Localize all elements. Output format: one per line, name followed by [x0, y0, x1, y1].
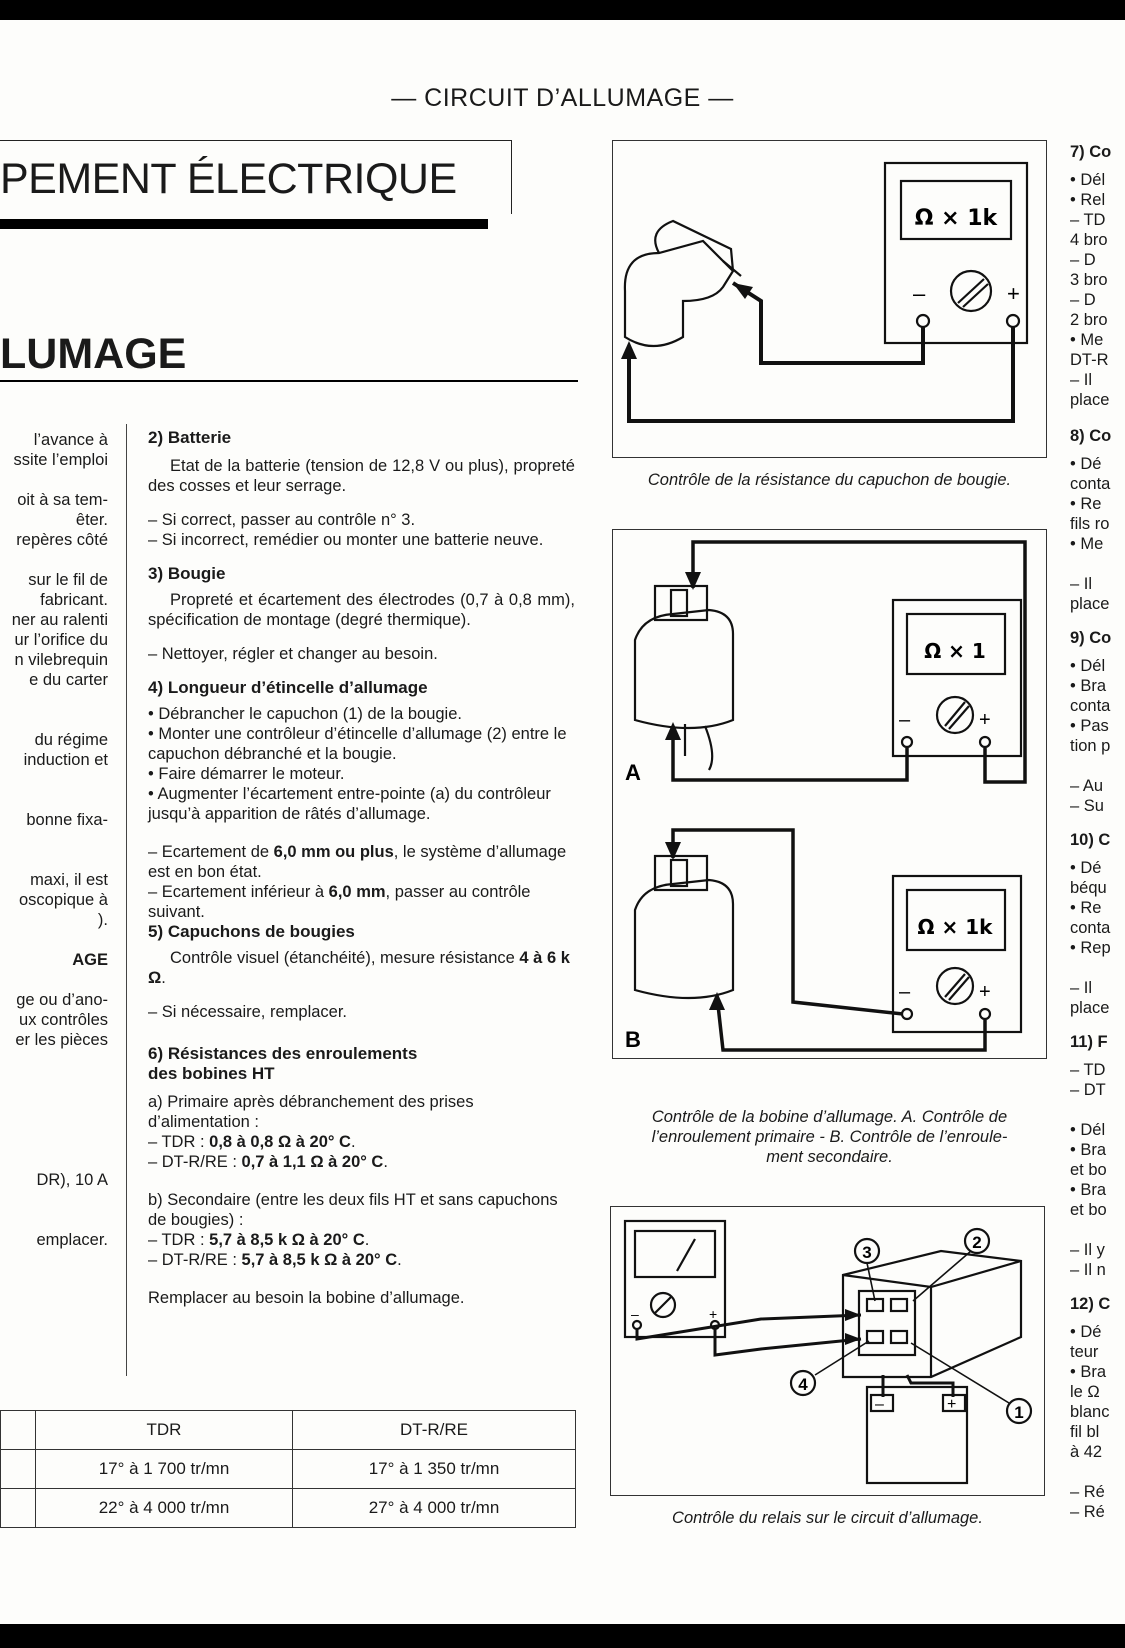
- right-fragment-line: [1070, 1100, 1125, 1120]
- table-header-row: [1, 1411, 576, 1450]
- figure-1-caption: Contrôle de la résistance du capuchon de bougie.: [647, 471, 1012, 489]
- left-fragment-line: [0, 1210, 108, 1230]
- right-fragment-line: béqu: [1070, 879, 1107, 897]
- right-fragment-heading: 7) Co: [1070, 143, 1112, 161]
- table-cell: [1, 1450, 36, 1489]
- right-fragment-line: blanc: [1070, 1403, 1110, 1421]
- callout-1: 1: [1014, 1403, 1024, 1422]
- right-fragment-line: – Ré: [1070, 1503, 1105, 1521]
- meter-range-a: Ω × 1: [924, 639, 986, 663]
- left-fragment-line: fabricant.: [40, 591, 108, 609]
- table-cell: 27° à 4 000 tr/mn: [293, 1489, 576, 1528]
- ignition-coil-a: [635, 610, 733, 728]
- right-fragment-line: • Bra: [1070, 1141, 1107, 1159]
- s3-text: Propreté et écartement des électrodes (0,7 à 0,8 mm), spécification de montage (degré thermique).: [148, 591, 575, 629]
- right-fragment-heading: 11) F: [1070, 1033, 1108, 1051]
- left-fragment-line: DR), 10 A: [36, 1171, 108, 1189]
- left-fragment-line: [0, 690, 108, 710]
- left-fragment-line: [0, 790, 108, 810]
- left-fragment-line: [0, 1150, 108, 1170]
- s6-secondary-tdr: – TDR : 5,7 à 8,5 k Ω à 20° C.: [148, 1231, 370, 1249]
- left-fragment-line: ge ou d’ano-: [16, 991, 108, 1009]
- right-fragment-line: – D: [1070, 251, 1096, 269]
- right-fragment-line: – Il y: [1070, 1241, 1105, 1259]
- left-fragment-line: oscopique à: [19, 891, 108, 909]
- scan-top-border: [0, 0, 1125, 20]
- right-fragment-line: et bo: [1070, 1201, 1107, 1219]
- right-fragment-line: • Dél: [1070, 657, 1106, 675]
- right-fragment-line: tion p: [1070, 737, 1111, 755]
- s6-primary-tdr: – TDR : 0,8 à 0,8 Ω à 20° C.: [148, 1133, 356, 1151]
- left-fragment-line: emplacer.: [36, 1231, 108, 1249]
- callout-2: 2: [972, 1233, 982, 1252]
- s6-title-1: 6) Résistances des enroulements: [148, 1044, 418, 1063]
- right-fragment-line: • Me: [1070, 331, 1104, 349]
- right-fragment-line: conta: [1070, 697, 1111, 715]
- left-fragment-line: [0, 710, 108, 730]
- s3-line-1: – Nettoyer, régler et changer au besoin.: [148, 645, 438, 663]
- s4-title: 4) Longueur d’étincelle d’allumage: [148, 678, 428, 697]
- s6-conclusion: Remplacer au besoin la bobine d’allumage.: [148, 1289, 465, 1307]
- left-fragment-line: [0, 930, 108, 950]
- meter-plus-label: +: [709, 1306, 718, 1322]
- left-fragment-line: ur l’orifice du: [14, 631, 108, 649]
- left-fragment-line: ssite l’emploi: [13, 451, 108, 469]
- chapter-title: PEMENT ÉLECTRIQUE: [0, 155, 457, 203]
- s6-secondary: b) Secondaire (entre les deux fils HT et sans capuchons de bougies) :: [148, 1191, 558, 1229]
- right-fragment-line: – Il: [1070, 371, 1093, 389]
- coil-resistance-diagram: [613, 530, 1048, 1060]
- right-fragment-line: • Dé: [1070, 1323, 1102, 1341]
- left-fragment-line: ).: [97, 911, 108, 929]
- right-fragment-line: • Rel: [1070, 191, 1106, 209]
- right-column-fragments: [1070, 142, 1125, 1522]
- s6-secondary-dtr: – DT-R/RE : 5,7 à 8,5 k Ω à 20° C.: [148, 1251, 402, 1269]
- meter-range-b: Ω × 1k: [917, 915, 993, 939]
- scan-bottom-border: [0, 1624, 1125, 1648]
- s4-result-2: – Ecartement inférieur à 6,0 mm, passer au contrôle suivant.: [148, 883, 531, 921]
- main-text-column: [148, 428, 575, 1308]
- figure-relay-check: [610, 1206, 1045, 1496]
- section-rule: [0, 380, 578, 382]
- right-fragment-line: DT-R: [1070, 351, 1109, 369]
- left-fragment-line: [0, 850, 108, 870]
- left-fragment-line: ux contrôles: [19, 1011, 108, 1029]
- right-fragment-line: – TD: [1070, 211, 1106, 229]
- s2-text: Etat de la batterie (tension de 12,8 V ou plus), propreté des cosses et leur serrage.: [148, 457, 575, 495]
- battery-plus-label: +: [947, 1396, 957, 1413]
- right-fragment-line: • Bra: [1070, 1363, 1107, 1381]
- table-cell: [1, 1411, 36, 1450]
- right-fragment-line: 4 bro: [1070, 231, 1108, 249]
- left-fragment-line: AGE: [72, 951, 108, 969]
- s4-bullet-4: • Augmenter l’écartement entre-pointe (a) du contrôleur jusqu’à apparition de râtés d’allumage.: [148, 785, 551, 823]
- s4-bullet-3: • Faire démarrer le moteur.: [148, 765, 345, 783]
- callout-4: 4: [798, 1375, 808, 1394]
- s6-title-2: des bobines HT: [148, 1064, 275, 1083]
- meter-range-label: Ω × 1k: [914, 206, 998, 231]
- left-fragment-line: êter.: [75, 511, 108, 529]
- right-fragment-line: [1070, 1462, 1125, 1482]
- right-fragment-line: – Il: [1070, 575, 1093, 593]
- right-fragment-line: 2 bro: [1070, 311, 1108, 329]
- right-fragment-line: [1070, 1220, 1125, 1240]
- right-fragment-line: [1070, 756, 1125, 776]
- figure-label-b: B: [625, 1027, 641, 1052]
- right-fragment-heading: 8) Co: [1070, 427, 1112, 445]
- s4-result-1: – Ecartement de 6,0 mm ou plus, le système d’allumage est en bon état.: [148, 843, 567, 881]
- left-fragment-line: [0, 1050, 108, 1070]
- right-fragment-line: – Il n: [1070, 1261, 1106, 1279]
- relay-check-diagram: [611, 1207, 1046, 1497]
- right-fragment-line: – Ré: [1070, 1483, 1105, 1501]
- s3-title: 3) Bougie: [148, 564, 226, 583]
- s4-bullet-1: • Débrancher le capuchon (1) de la bougie.: [148, 705, 462, 723]
- chapter-title-underline: [0, 219, 488, 229]
- chapter-title-box: [0, 140, 512, 214]
- battery-minus-label: –: [875, 1396, 884, 1413]
- table-row: [1, 1450, 576, 1489]
- right-fragment-heading: 10) C: [1070, 831, 1111, 849]
- right-fragment-line: • Bra: [1070, 1181, 1107, 1199]
- s5-line-1: – Si nécessaire, remplacer.: [148, 1003, 348, 1021]
- right-fragment-line: fils ro: [1070, 515, 1110, 533]
- right-fragment-line: à 42: [1070, 1443, 1103, 1461]
- right-fragment-line: • Dél: [1070, 1121, 1106, 1139]
- column-divider: [126, 424, 127, 1376]
- right-fragment-line: • Dé: [1070, 859, 1102, 877]
- s5-title: 5) Capuchons de bougies: [148, 922, 355, 941]
- left-fragment-line: sur le fil de: [28, 571, 108, 589]
- right-fragment-line: • Dé: [1070, 455, 1102, 473]
- left-column-fragments: [0, 430, 108, 1250]
- right-fragment-line: – DT: [1070, 1081, 1106, 1099]
- right-fragment-line: conta: [1070, 919, 1111, 937]
- ignition-coil-b: [635, 880, 733, 998]
- minus-terminal-label: –: [899, 709, 911, 731]
- figure-coil-resistance: [612, 529, 1047, 1059]
- left-fragment-line: repères côté: [16, 531, 108, 549]
- minus-terminal-label: –: [913, 281, 926, 306]
- figure-2-caption-line: l’enroulement primaire - B. Contrôle de l’enroule-: [651, 1128, 1008, 1146]
- plus-terminal-label: +: [1007, 281, 1020, 306]
- right-fragment-line: – D: [1070, 291, 1096, 309]
- right-fragment-line: • Dél: [1070, 171, 1106, 189]
- table-cell: 22° à 4 000 tr/mn: [36, 1489, 293, 1528]
- left-fragment-line: oit à sa tem-: [17, 491, 108, 509]
- right-fragment-line: fil bl: [1070, 1423, 1100, 1441]
- right-fragment-line: • Me: [1070, 535, 1104, 553]
- right-fragment-line: le Ω: [1070, 1383, 1100, 1401]
- left-fragment-line: maxi, il est: [30, 871, 108, 889]
- left-fragment-line: [0, 830, 108, 850]
- figure-2-caption-line: ment secondaire.: [766, 1148, 893, 1166]
- minus-terminal-label: –: [899, 981, 911, 1003]
- plus-terminal-label: +: [979, 981, 991, 1003]
- s2-title: 2) Batterie: [148, 428, 232, 447]
- left-fragment-line: l’avance à: [33, 431, 108, 449]
- s2-line-1: – Si correct, passer au contrôle n° 3.: [148, 511, 416, 529]
- left-fragment-line: ner au ralenti: [11, 611, 108, 629]
- left-fragment-line: [0, 1190, 108, 1210]
- table-row: [1, 1489, 576, 1528]
- right-fragment-line: et bo: [1070, 1161, 1107, 1179]
- left-fragment-line: bonne fixa-: [26, 811, 108, 829]
- right-fragment-line: • Re: [1070, 899, 1102, 917]
- right-fragment-line: teur: [1070, 1343, 1099, 1361]
- s6-primary-dtr: – DT-R/RE : 0,7 à 1,1 Ω à 20° C.: [148, 1153, 388, 1171]
- left-fragment-line: induction et: [23, 751, 108, 769]
- right-fragment-line: – Au: [1070, 777, 1104, 795]
- left-fragment-line: [0, 1110, 108, 1130]
- right-fragment-line: [1070, 554, 1125, 574]
- table-cell: 17° à 1 700 tr/mn: [36, 1450, 293, 1489]
- right-fragment-line: – Su: [1070, 797, 1104, 815]
- cap-resistance-diagram: [613, 141, 1048, 459]
- s2-line-2: – Si incorrect, remédier ou monter une batterie neuve.: [148, 531, 544, 549]
- right-fragment-line: • Bra: [1070, 677, 1107, 695]
- table-header-tdr: TDR: [36, 1411, 293, 1450]
- figure-2-caption: [612, 1107, 1047, 1167]
- right-fragment-line: – TD: [1070, 1061, 1106, 1079]
- s6-primary: a) Primaire après débranchement des prises d’alimentation :: [148, 1093, 474, 1131]
- figure-3-caption: Contrôle du relais sur le circuit d’allumage.: [672, 1509, 983, 1527]
- meter-minus-label: –: [631, 1306, 639, 1322]
- left-fragment-line: [0, 970, 108, 990]
- right-fragment-line: place: [1070, 391, 1110, 409]
- right-fragment-line: • Rep: [1070, 939, 1111, 957]
- left-fragment-line: du régime: [34, 731, 108, 749]
- right-fragment-heading: 9) Co: [1070, 629, 1112, 647]
- right-fragment-heading: 12) C: [1070, 1295, 1111, 1313]
- left-fragment-line: [0, 1090, 108, 1110]
- figure-cap-resistance: [612, 140, 1047, 458]
- right-fragment-line: – Il: [1070, 979, 1093, 997]
- right-fragment-line: place: [1070, 999, 1110, 1017]
- left-fragment-line: [0, 470, 108, 490]
- right-fragment-line: • Pas: [1070, 717, 1109, 735]
- figure-label-a: A: [625, 760, 641, 785]
- left-fragment-line: [0, 550, 108, 570]
- callout-3: 3: [862, 1243, 872, 1262]
- right-fragment-line: • Re: [1070, 495, 1102, 513]
- spark-plug-cap: [625, 241, 733, 346]
- table-cell: [1, 1489, 36, 1528]
- multimeter-body: [885, 163, 1027, 343]
- left-fragment-line: [0, 1070, 108, 1090]
- running-head: — CIRCUIT D’ALLUMAGE —: [391, 84, 734, 112]
- left-fragment-line: [0, 1130, 108, 1150]
- figure-2-caption-line: Contrôle de la bobine d’allumage. A. Contrôle de: [651, 1108, 1008, 1126]
- section-title: LUMAGE: [0, 330, 187, 378]
- s5-text: Contrôle visuel (étanchéité), mesure résistance 4 à 6 k Ω.: [148, 949, 570, 987]
- plus-terminal-label: +: [979, 709, 991, 731]
- right-fragment-line: conta: [1070, 475, 1111, 493]
- left-fragment-line: [0, 770, 108, 790]
- left-fragment-line: n vilebrequin: [14, 651, 108, 669]
- table-header-dtr: DT-R/RE: [293, 1411, 576, 1450]
- advance-timing-table: [0, 1410, 576, 1528]
- right-fragment-line: [1070, 958, 1125, 978]
- right-fragment-line: 3 bro: [1070, 271, 1108, 289]
- table-cell: 17° à 1 350 tr/mn: [293, 1450, 576, 1489]
- right-fragment-line: place: [1070, 595, 1110, 613]
- left-fragment-line: e du carter: [29, 671, 108, 689]
- s4-bullet-2: • Monter une contrôleur d’étincelle d’allumage (2) entre le capuchon débranché et la bougie.: [148, 725, 567, 763]
- left-fragment-line: er les pièces: [15, 1031, 108, 1049]
